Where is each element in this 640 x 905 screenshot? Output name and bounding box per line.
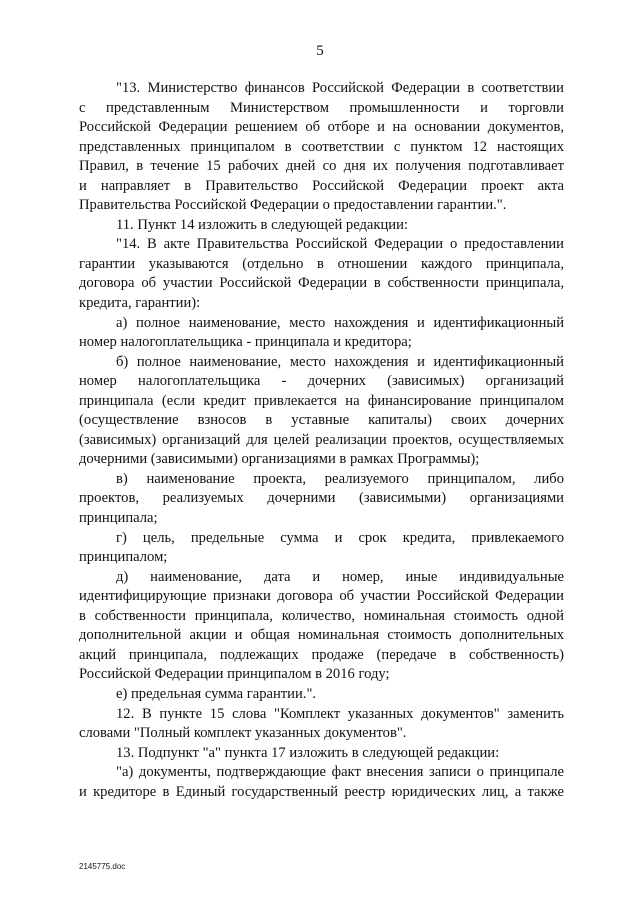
text-line: дочерними (зависимыми) организациями в рамках Программы); [79,451,480,468]
text-line: представленных принципалом в соответствии с пунктом 12 настоящих [79,138,564,155]
text-line: номер налогоплательщика - дочерних (зависимых) организаций [79,373,564,390]
file-name-footer: 2145775.doc [79,862,126,871]
text-line: д) наименование, дата и номер, иные индивидуальные [116,568,564,585]
text-line: в) наименование проекта, реализуемого принципалом, либо [116,470,564,487]
text-line: номер налогоплательщика - принципала и кредитора; [79,334,412,351]
text-line: а) полное наименование, место нахождения и идентификационный [116,314,564,331]
text-line: "13. Министерство финансов Российской Федерации в соответствии [116,80,564,96]
text-line: (зависимых) организаций для целей реализации проектов, осуществляемых [79,431,564,448]
text-line: (осуществление взносов в уставные капиталы) своих дочерних [79,412,564,429]
text-line: кредита, гарантии): [79,295,201,312]
text-line: принципала; [79,510,158,527]
text-line: проектов, реализуемых дочерними (зависимыми) организациями [79,490,564,507]
text-line: Правительства Российской Федерации о предоставлении гарантии.". [79,197,507,214]
page-number: 5 [316,43,324,59]
text-line: и направляет в Правительство Российской Федерации проект акта [79,177,564,194]
text-line: гарантии указываются (отдельно в отношении каждого принципала, [79,255,564,272]
text-line: принципала (если кредит привлекается на финансирование принципалом [79,392,564,409]
text-line: договора об участии Российской Федерации в собственности принципала, [79,275,564,292]
text-line: дополнительной акции и общая номинальная стоимость дополнительных [79,627,564,644]
text-line: и кредиторе в Единый государственный реестр юридических лиц, а также [79,783,564,800]
text-line: б) полное наименование, место нахождения и идентификационный [116,353,564,370]
text-line: с представленным Министерством промышленности и торговли [79,99,564,116]
text-line: 11. Пункт 14 изложить в следующей редакции: [116,216,408,233]
text-line: Правил, в течение 15 рабочих дней со дня их получения подготавливает [79,158,564,175]
text-line: "14. В акте Правительства Российской Федерации о предоставлении [116,236,564,253]
document-body [79,79,564,802]
text-line: Российской Федерации принципалом в 2016 году; [79,666,390,683]
text-line: г) цель, предельные сумма и срок кредита, привлекаемого [116,529,564,546]
text-line: акций принципала, подлежащих продаже (передаче в собственность) [79,646,564,663]
text-line: принципалом; [79,549,168,566]
text-line: идентифицирующие признаки договора об участии Российской Федерации [79,588,564,605]
text-line: в собственности принципала, количество, номинальная стоимость одной [79,607,564,624]
text-line: 12. В пункте 15 слова "Комплект указанных документов" заменить [116,705,564,722]
text-line: е) предельная сумма гарантии.". [116,685,317,702]
text-line: "а) документы, подтверждающие факт внесения записи о принципале [116,764,564,781]
text-line: Российской Федерации решением об отборе и на основании документов, [79,119,564,136]
text-line: словами "Полный комплект указанных документов". [79,725,407,742]
text-line: 13. Подпункт "а" пункта 17 изложить в следующей редакции: [116,744,500,761]
